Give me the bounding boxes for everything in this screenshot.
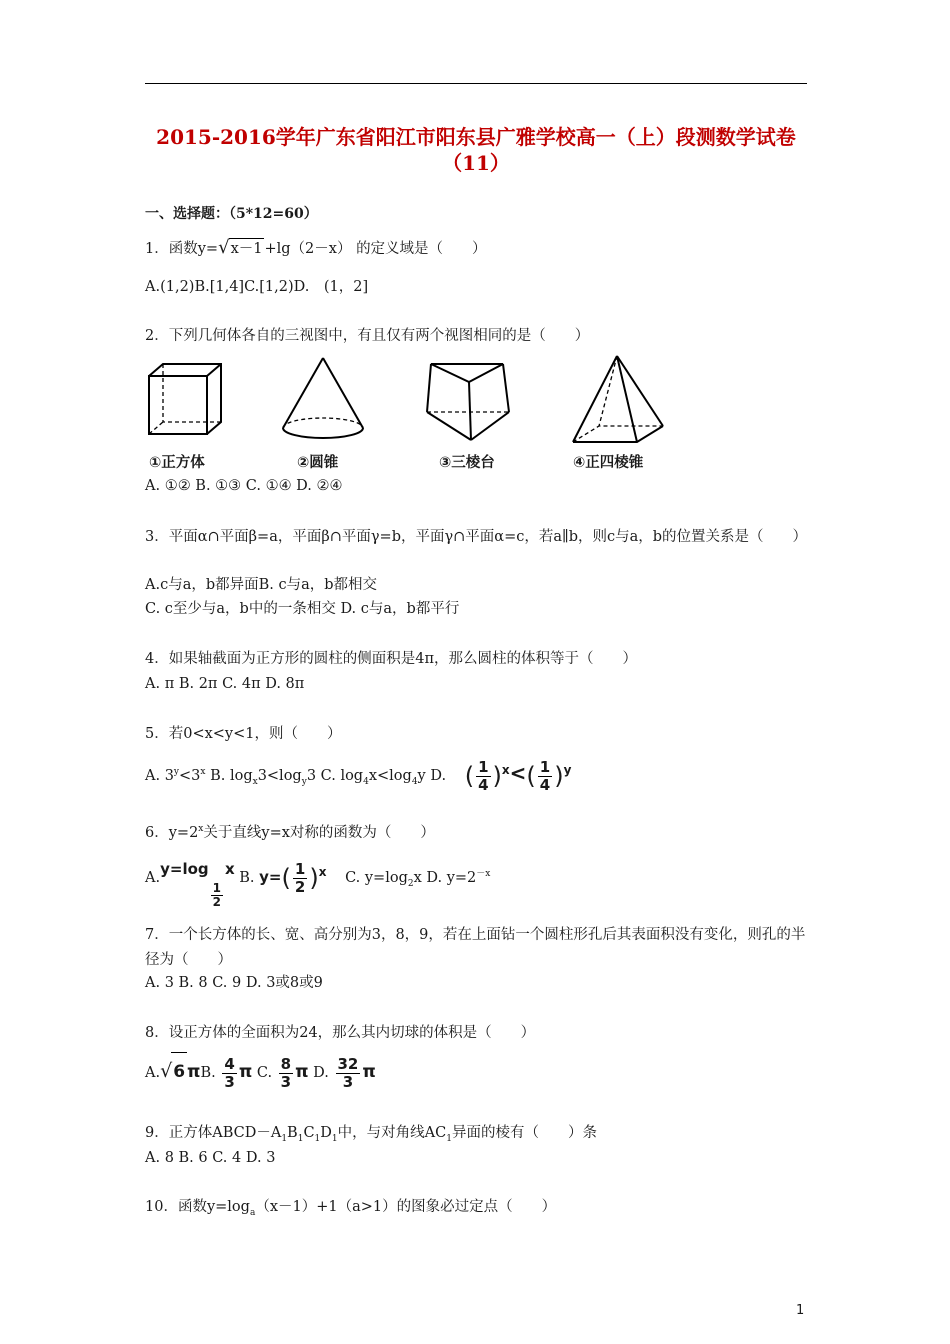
q8-fraction: $\frac{32}{3}$ bbox=[337, 1054, 359, 1091]
q8-pi: π bbox=[238, 1062, 253, 1082]
question-8: 8．设正方体的全面积为24，那么其内切球的体积是（ ） bbox=[145, 1025, 536, 1041]
question-4: 4．如果轴截面为正方形的圆柱的侧面积是4π，那么圆柱的体积等于（ ） bbox=[145, 651, 637, 667]
q5-opt-c: 3 C. log bbox=[306, 768, 364, 784]
q5-sup: y bbox=[173, 767, 180, 778]
q5-options: A. $3^y<3^x$ B. $\log_x3<\log_y3$ C. $\log_4x<\log_4y$ D. ( $\frac{1}{4}$ )$^x$<( $\frac{1}{4}$ )$^y$ bbox=[145, 757, 572, 794]
figure-label-cone: ②圆锥 bbox=[297, 455, 339, 471]
q9-sub: 1 bbox=[331, 1133, 338, 1144]
q6-fn: y=log bbox=[160, 860, 209, 878]
question-5: 5．若0<x<y<1，则（ ） bbox=[145, 726, 342, 742]
q8-opt-c: C. bbox=[256, 1065, 273, 1081]
q1-suffix: 的定义域是（ ） bbox=[356, 241, 487, 257]
q6-text: 关于直线y=x对称的函数为（ ） bbox=[203, 825, 435, 841]
cone-figure bbox=[277, 354, 367, 446]
question-1 bbox=[145, 238, 487, 259]
q6-opt-d: x D. y=2 bbox=[413, 870, 477, 886]
q2-figures bbox=[145, 354, 685, 472]
cube-figure bbox=[145, 354, 225, 444]
section-heading: 一、选择题：（5*12=60） bbox=[145, 206, 318, 222]
q5-sub: 4 bbox=[363, 776, 369, 787]
q5-opt-a: A. 3 bbox=[145, 768, 174, 784]
q5-text: x<log bbox=[368, 768, 412, 784]
q8-fraction: $\frac{8}{3}$ bbox=[280, 1054, 292, 1091]
q6-text: 6．y=2 bbox=[145, 825, 199, 841]
q8-pi: π bbox=[187, 1062, 201, 1082]
q10-text: 10．函数y=log bbox=[145, 1199, 250, 1215]
q5-sub: x bbox=[252, 776, 258, 787]
q8-fraction: $\frac{4}{3}$ bbox=[224, 1054, 235, 1091]
question-3: 3．平面α∩平面β=a，平面β∩平面γ=b，平面γ∩平面α=c，若a∥b，则c与a，b的位置关系是（ ） bbox=[145, 529, 808, 545]
q5-exp: y bbox=[563, 763, 572, 778]
q5-text: 3<log bbox=[257, 768, 302, 784]
q9-options: A. 8 B. 6 C. 4 D. 3 bbox=[145, 1150, 276, 1166]
frustum-figure bbox=[423, 354, 513, 446]
q9-text: C bbox=[303, 1125, 315, 1141]
q5-sup: x bbox=[200, 767, 206, 778]
q5-opt-d: y D. bbox=[417, 768, 447, 784]
q5-sub: y bbox=[301, 776, 307, 787]
page-title: 2015-2016学年广东省阳江市阳东县广雅学校高一（上）段测数学试卷（11） bbox=[156, 125, 796, 175]
q9-sub: 1 bbox=[446, 1133, 452, 1144]
q5-sub: 4 bbox=[411, 776, 418, 787]
q5-less-than: < bbox=[509, 761, 527, 785]
q5-opt-b: B. log bbox=[205, 768, 253, 784]
q10-sub: a bbox=[249, 1207, 256, 1218]
q5-fraction: $\frac{1}{4}$ bbox=[478, 757, 489, 794]
q8-opt-a: A. bbox=[145, 1065, 161, 1081]
q1-options: A.(1,2)B.[1,4]C.[1,2)D. (1，2] bbox=[145, 279, 369, 295]
q9-text: 异面的棱有（ ）条 bbox=[451, 1125, 597, 1141]
q9-sub: 1 bbox=[314, 1133, 321, 1144]
q6-opt-c: C. y=log bbox=[345, 870, 408, 886]
q6-exp: x bbox=[318, 865, 327, 880]
q4-options: A. π B. 2π C. 4π D. 8π bbox=[145, 676, 305, 692]
q9-text: 9．正方体ABCD－A bbox=[145, 1125, 282, 1141]
q8-opt-d: D. bbox=[313, 1065, 329, 1081]
question-6 bbox=[145, 823, 435, 843]
q1-prefix: 1．函数y= bbox=[145, 241, 219, 257]
question-10 bbox=[145, 1197, 556, 1217]
figure-label-frustum: ③三棱台 bbox=[439, 455, 495, 471]
q8-pi: π bbox=[295, 1062, 309, 1082]
q8-radicand: 6 bbox=[171, 1052, 187, 1091]
q6-fraction: $\frac{1}{2}$ bbox=[294, 859, 306, 896]
q8-pi: π bbox=[362, 1062, 376, 1082]
q9-sub: 1 bbox=[281, 1133, 288, 1144]
header-rule bbox=[145, 83, 807, 84]
q10-text: （x－1）+1（a>1）的图象必过定点（ ） bbox=[255, 1199, 557, 1215]
radical-icon: √ bbox=[218, 237, 230, 258]
q1-sqrt: x－1 bbox=[229, 238, 265, 259]
q9-text: 中，与对角线AC bbox=[337, 1125, 447, 1141]
q6-opt-b: B. bbox=[239, 870, 255, 886]
q9-text: D bbox=[320, 1125, 332, 1141]
q8-options bbox=[145, 1052, 376, 1092]
q3-options-2: C. c至少与a，b中的一条相交 D. c与a，b都平行 bbox=[145, 601, 460, 617]
q6-options: A.y=log $\frac{1}{2}$ x B. y=( $\frac{1}{2}$ )$^x$ C. $y=\log_2x$ D. $y=2^{-x}$ bbox=[145, 859, 491, 909]
q7-options: A. 3 B. 8 C. 9 D. 3或8或9 bbox=[145, 975, 323, 991]
radical-icon: √ bbox=[160, 1060, 173, 1082]
q6-sup: x bbox=[198, 824, 204, 835]
q1-mid: +lg（2－x） bbox=[264, 241, 352, 257]
q5-text: <3 bbox=[179, 768, 201, 784]
q2-options: A. ①② B. ①③ C. ①④ D. ②④ bbox=[145, 478, 343, 494]
figure-label-pyramid: ④正四棱锥 bbox=[573, 455, 644, 471]
q9-text: B bbox=[287, 1125, 298, 1141]
q6-fn: y= bbox=[259, 868, 282, 886]
question-7: 7．一个长方体的长、宽、高分别为3，8，9，若在上面钻一个圆柱形孔后其表面积没有变化，则孔的半径为（ ） bbox=[145, 927, 806, 968]
q6-opt-a: A. bbox=[145, 870, 161, 886]
page-number: 1 bbox=[796, 1303, 805, 1318]
q6-sub: 2 bbox=[407, 878, 414, 889]
q9-sub: 1 bbox=[297, 1133, 304, 1144]
question-2: 2．下列几何体各自的三视图中，有且仅有两个视图相同的是（ ） bbox=[145, 328, 590, 344]
q5-fraction: $\frac{1}{4}$ bbox=[539, 757, 551, 794]
question-9 bbox=[145, 1123, 597, 1143]
q6-x: x bbox=[224, 860, 235, 878]
figure-label-cube: ①正方体 bbox=[149, 455, 205, 471]
q6-base: $\frac{1}{2}$ bbox=[212, 881, 221, 909]
q3-options-1: A.c与a，b都异面B. c与a，b都相交 bbox=[145, 577, 378, 593]
q5-exp: x bbox=[501, 763, 510, 778]
q6-sup: －x bbox=[476, 869, 491, 880]
q8-opt-b: B. bbox=[200, 1065, 216, 1081]
pyramid-figure bbox=[569, 354, 667, 450]
